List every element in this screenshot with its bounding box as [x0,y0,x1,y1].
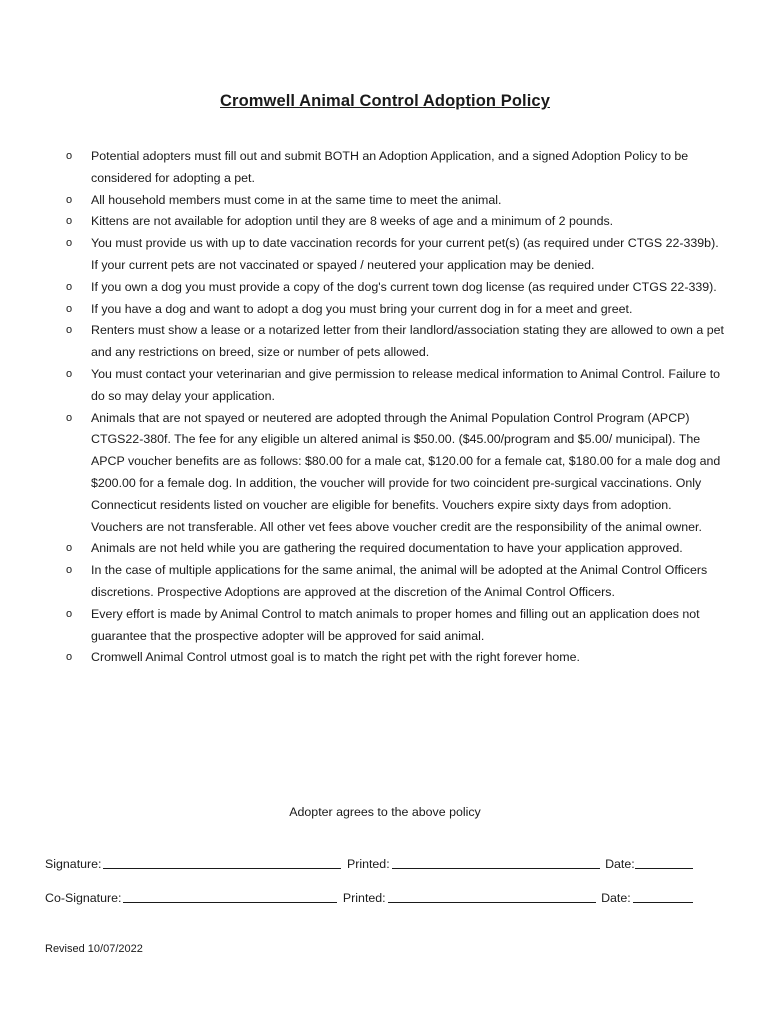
list-item [66,538,726,560]
list-item-text: Renters must show a lease or a notarized letter from their landlord/association stating they are allowed to own a pet and any restrictions on breed, size or number of pets allowed. [91,323,724,360]
list-item-text: In the case of multiple applications for the same animal, the animal will be adopted at the Animal Control Officers discretions. Prospective Adoptions are approved at the discretion of the Animal Control Officers. [91,563,708,599]
list-item-text: If you have a dog and want to adopt a dog you must bring your current dog in for a meet and greet. [91,301,633,316]
agreement-statement: Adopter agrees to the above policy [289,805,481,819]
bullet-icon: o [66,302,73,315]
bullet-icon: o [66,542,73,555]
cosignature-label: Co-Signature: [45,891,122,905]
bullet-icon: o [66,607,73,620]
co-printed-name-field[interactable] [388,888,596,903]
policy-list [66,146,726,669]
revision-date: Revised 10/07/2022 [45,943,143,955]
list-item-text: If you own a dog you must provide a copy of the dog's current town dog license (as required under CTGS 22-339). [91,279,717,294]
list-item [66,604,726,648]
list-item [66,364,726,408]
page-title: Cromwell Animal Control Adoption Policy [220,92,550,110]
list-item-text: All household members must come in at the same time to meet the animal. [91,192,502,207]
list-item-text: Animals are not held while you are gathering the required documentation to have your application approved. [91,541,683,556]
list-item [66,408,726,539]
signature-field[interactable] [103,854,341,869]
bullet-icon: o [66,324,73,337]
co-printed-label: Printed: [342,891,386,905]
list-item-text: Every effort is made by Animal Control to match animals to proper homes and filling out an application does not guarantee that the prospective adopter will be approved for said animal. [91,606,700,643]
date-label: Date: [605,857,635,871]
bullet-icon: o [66,215,73,228]
bullet-icon: o [66,150,73,162]
list-item-text: You must contact your veterinarian and give permission to release medical information to Animal Control. Failure to do so may delay your application. [91,366,721,403]
list-item [66,211,726,233]
date-field[interactable] [635,854,693,869]
list-item-text: Kittens are not available for adoption until they are 8 weeks of age and a minimum of 2 pounds. [91,214,614,229]
signature-label: Signature: [45,857,102,871]
list-item [66,647,726,669]
bullet-icon: o [66,367,73,380]
list-item-text: Animals that are not spayed or neutered are adopted through the Animal Population Control Program (APCP) CTGS22-380f. The fee for any eligible un altered animal is $50.00. ($45.00/program and $5.00/ municipal). The APCP voucher benefits are as follows: $80.00 for a male cat, $120.00 for a female cat, $180.00 for a male dog and $200.00 for a female dog. In addition, the voucher will provide for two coincident pre-surgical vaccinations. Only Connecticut residents listed on voucher are eligible for benefits. Vouchers expire sixty days from adoption. Vouchers are not transferable. All other vet fees above voucher credit are the responsibility of the animal owner. [91,410,721,534]
cosignature-field[interactable] [123,888,337,903]
list-item-text: Potential adopters must fill out and submit BOTH an Adoption Application, and a signed Adoption Policy to be considered for adopting a pet. [91,149,689,185]
co-date-field[interactable] [633,888,693,903]
list-item-text: Cromwell Animal Control utmost goal is to match the right pet with the right forever home. [91,650,580,665]
bullet-icon: o [66,411,73,424]
list-item [66,190,726,212]
list-item [66,299,726,321]
bullet-icon: o [66,564,73,577]
signature-row [45,854,695,871]
bullet-icon: o [66,237,73,250]
list-item [66,233,726,277]
printed-label: Printed: [346,857,390,871]
list-item [66,146,726,190]
list-item [66,320,726,364]
list-item-text: You must provide us with up to date vaccination records for your current pet(s) (as required under CTGS 22-339b). If your current pets are not vaccinated or spayed / neutered your application may be denied. [91,236,719,272]
bullet-icon: o [66,193,73,206]
list-item [66,277,726,299]
bullet-icon: o [66,280,73,293]
list-item [66,560,726,604]
printed-name-field[interactable] [392,854,600,869]
co-date-label: Date: [601,891,631,905]
bullet-icon: o [66,651,73,664]
cosignature-row [45,888,695,905]
